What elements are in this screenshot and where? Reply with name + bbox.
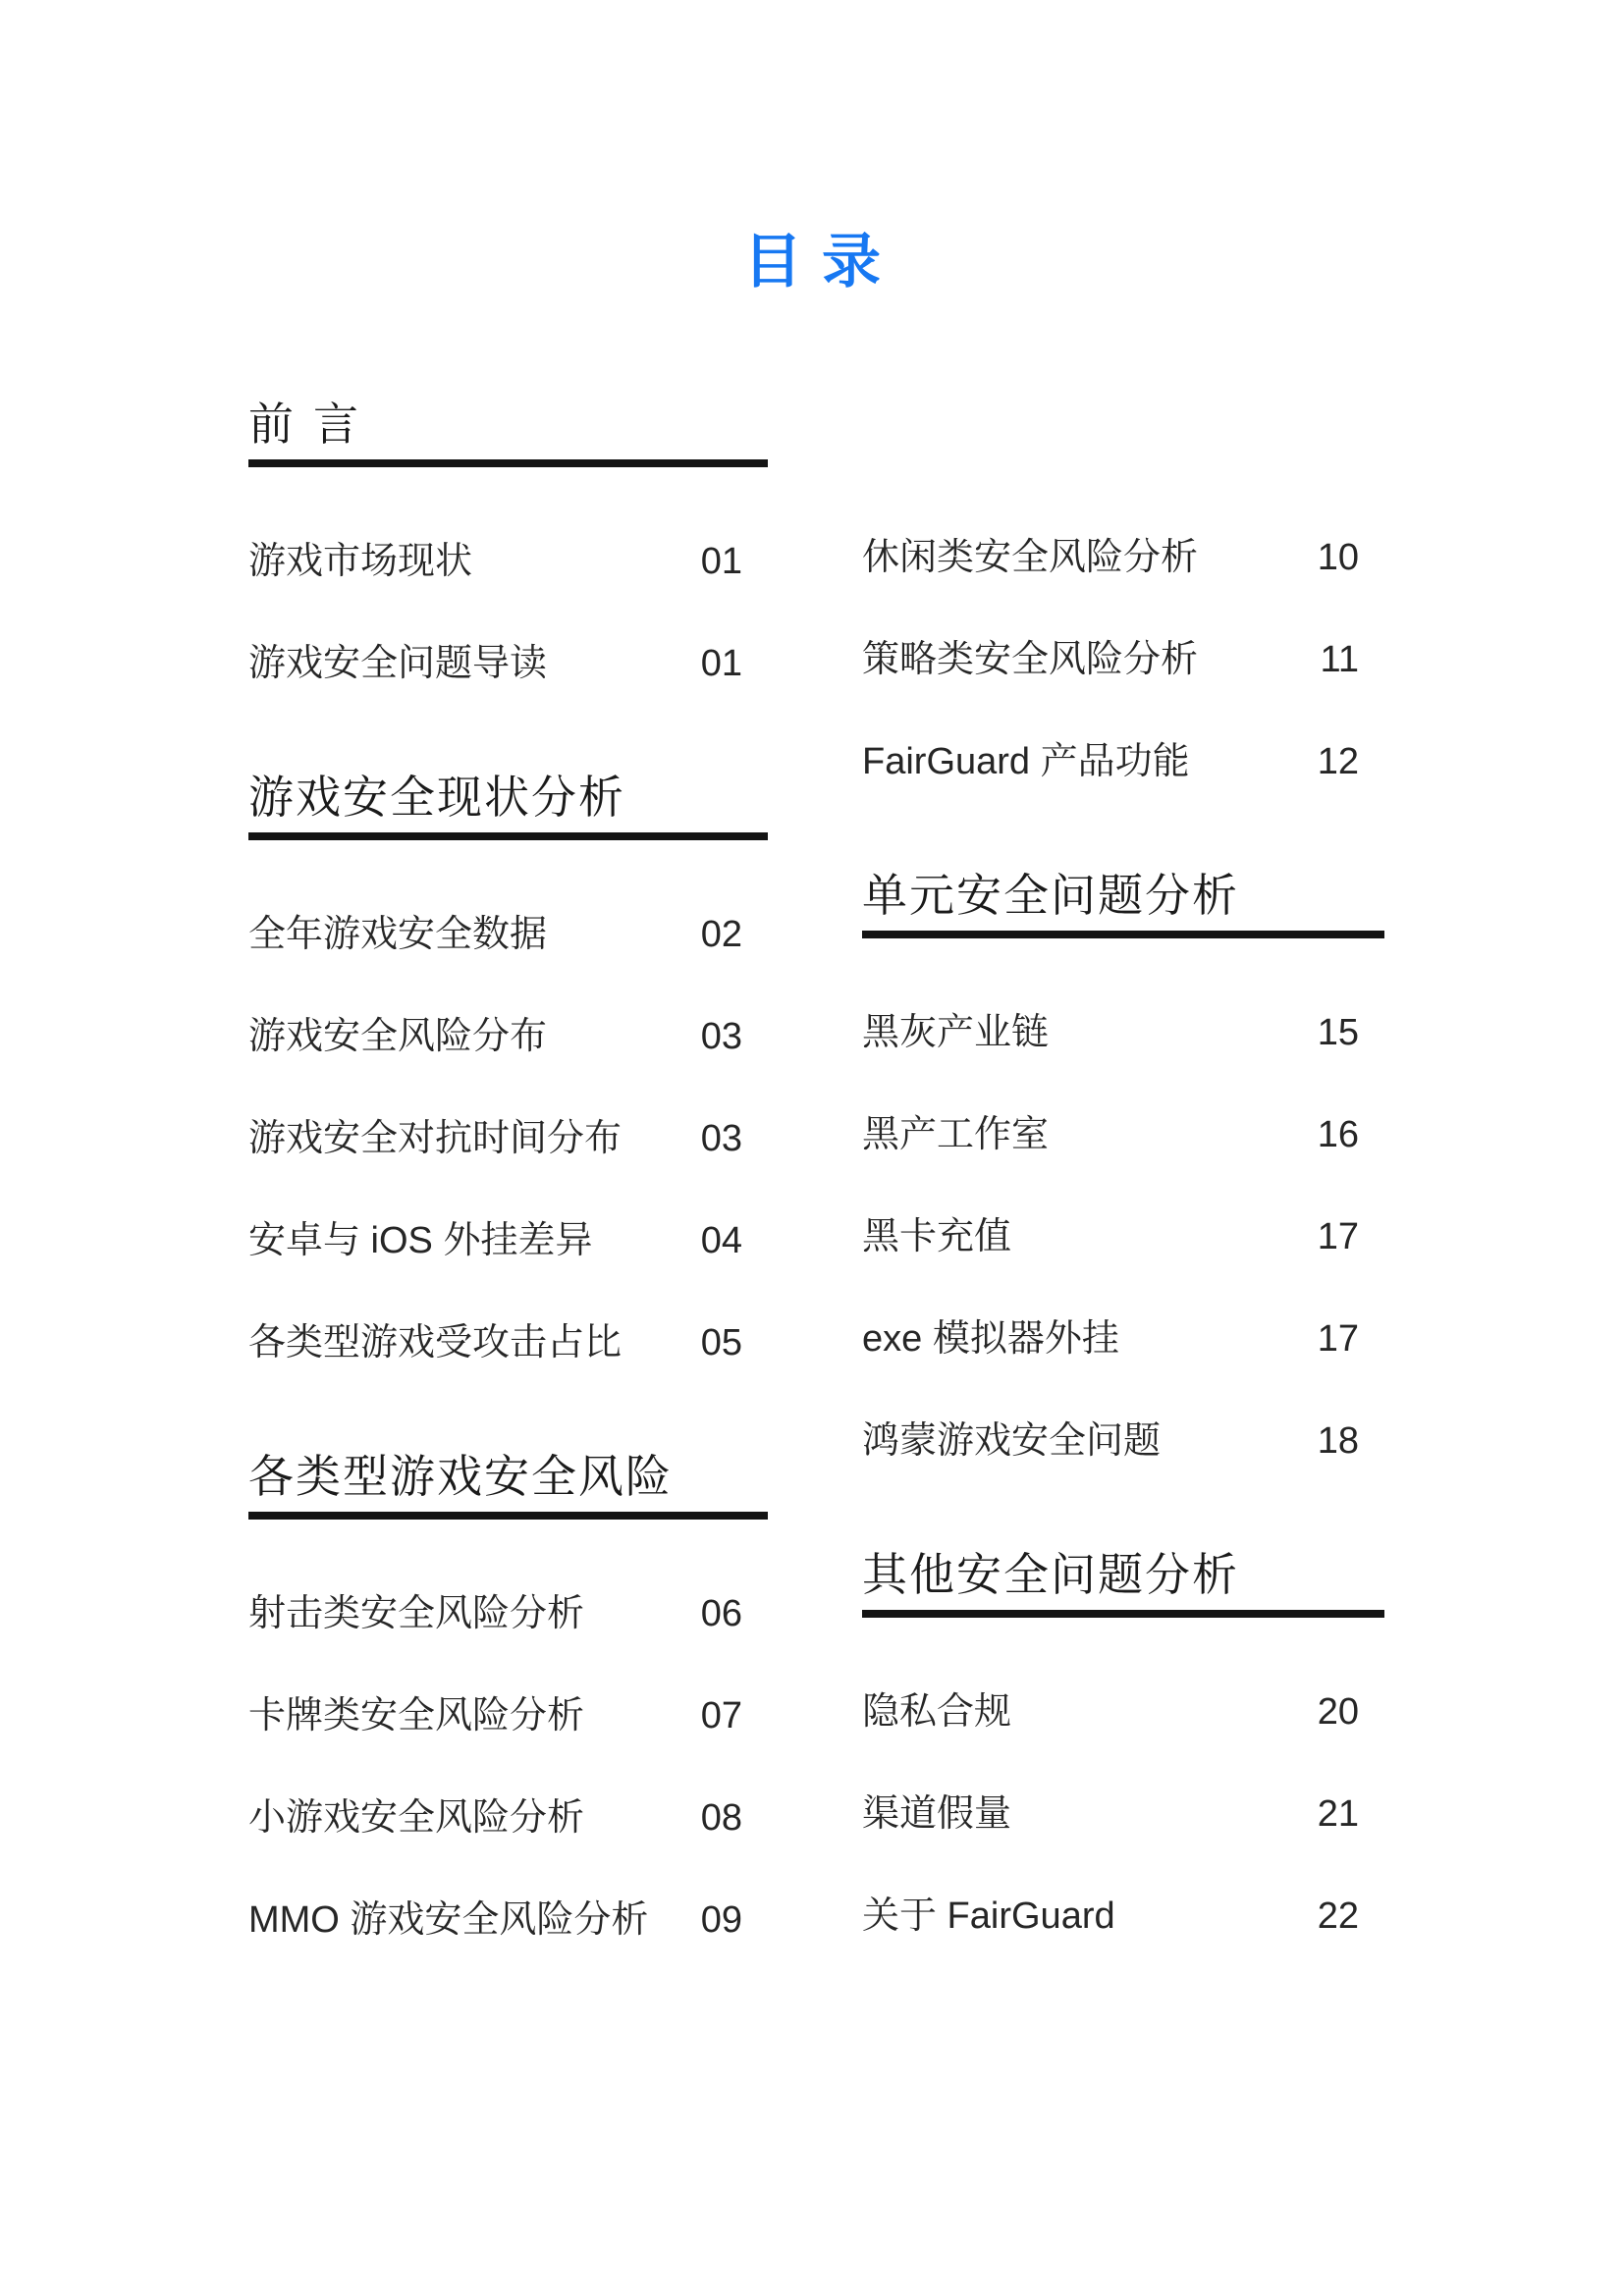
toc-entry-page: 17 — [1317, 1216, 1359, 1257]
toc-entry[interactable] — [248, 1319, 768, 1366]
toc-entry-page: 12 — [1317, 741, 1359, 782]
toc-entry-label: 休闲类安全风险分析 — [862, 537, 1199, 578]
toc-entry-label: 游戏安全风险分布 — [248, 1016, 548, 1057]
toc-entry-page: 05 — [700, 1322, 742, 1363]
toc-entry[interactable] — [862, 534, 1384, 581]
toc-entry[interactable] — [248, 1794, 768, 1842]
section-heading: 其他安全问题分析 — [862, 1548, 1384, 1618]
toc-entry-label: 游戏安全对抗时间分布 — [248, 1118, 623, 1159]
toc-entry-label: 射击类安全风险分析 — [248, 1593, 585, 1634]
toc-entry-label: 策略类安全风险分析 — [862, 639, 1199, 680]
toc-entry[interactable] — [248, 1217, 768, 1264]
toc-section-other-security — [862, 1548, 1384, 1940]
toc-section-security-status — [248, 771, 768, 1366]
toc-entry-label: MMO 游戏安全风险分析 — [248, 1899, 649, 1941]
toc-entry[interactable] — [248, 1115, 768, 1162]
toc-entry-page: 01 — [700, 541, 742, 582]
toc-entry-page: 03 — [700, 1118, 742, 1159]
toc-section-unit-security — [862, 869, 1384, 1465]
toc-entry-label: 黑灰产业链 — [862, 1012, 1050, 1053]
toc-left-column — [248, 0, 768, 1944]
toc-entry-page: 16 — [1317, 1114, 1359, 1155]
toc-entry[interactable] — [862, 1213, 1384, 1260]
toc-entry-page: 10 — [1317, 537, 1359, 578]
toc-entry[interactable] — [248, 1013, 768, 1060]
section-heading: 前言 — [248, 398, 768, 467]
toc-entry[interactable] — [862, 1111, 1384, 1158]
toc-entry-label: 关于 FairGuard — [862, 1896, 1115, 1937]
toc-entry-label: 各类型游戏受攻击占比 — [248, 1322, 623, 1363]
toc-entry-label: 黑产工作室 — [862, 1114, 1050, 1155]
toc-entry-label: exe 模拟器外挂 — [862, 1318, 1119, 1360]
toc-entry-page: 01 — [700, 643, 742, 684]
toc-entry-page: 08 — [700, 1797, 742, 1839]
toc-right-column — [862, 0, 1384, 1940]
toc-entry[interactable] — [248, 911, 768, 958]
toc-entry-page: 20 — [1317, 1691, 1359, 1733]
toc-entry[interactable] — [248, 640, 768, 687]
toc-section-game-type-risk — [248, 1450, 768, 1944]
toc-section-game-type-risk-cont — [862, 534, 1384, 785]
toc-entry[interactable] — [862, 1009, 1384, 1056]
section-heading: 各类型游戏安全风险 — [248, 1450, 768, 1520]
toc-entry-page: 07 — [700, 1695, 742, 1736]
toc-entry-label: 黑卡充值 — [862, 1216, 1012, 1257]
toc-section-preface — [248, 398, 768, 687]
toc-entry-label: 游戏安全问题导读 — [248, 643, 548, 684]
toc-entry-page: 21 — [1317, 1793, 1359, 1835]
toc-entry[interactable] — [862, 1417, 1384, 1465]
toc-entry-page: 22 — [1317, 1896, 1359, 1937]
section-heading: 游戏安全现状分析 — [248, 771, 768, 840]
toc-entry-page: 02 — [700, 914, 742, 955]
toc-entry[interactable] — [862, 1688, 1384, 1735]
toc-entry[interactable] — [862, 1893, 1384, 1940]
toc-entry-page: 18 — [1317, 1420, 1359, 1462]
toc-entry-label: 隐私合规 — [862, 1691, 1012, 1733]
toc-entry[interactable] — [248, 1896, 768, 1944]
toc-entry[interactable] — [862, 738, 1384, 785]
toc-entry-label: 鸿蒙游戏安全问题 — [862, 1420, 1162, 1462]
toc-entry-label: 卡牌类安全风险分析 — [248, 1695, 585, 1736]
toc-entry-page: 03 — [700, 1016, 742, 1057]
toc-entry[interactable] — [248, 1590, 768, 1637]
toc-entry-label: 渠道假量 — [862, 1793, 1012, 1835]
toc-entry[interactable] — [862, 636, 1384, 683]
toc-entry-label: 游戏市场现状 — [248, 541, 473, 582]
toc-entry-page: 04 — [700, 1220, 742, 1261]
toc-entry[interactable] — [248, 1692, 768, 1739]
toc-entry-label: 安卓与 iOS 外挂差异 — [248, 1220, 593, 1261]
toc-entry-label: 小游戏安全风险分析 — [248, 1797, 585, 1839]
toc-entry[interactable] — [862, 1315, 1384, 1362]
section-heading: 单元安全问题分析 — [862, 869, 1384, 938]
toc-entry[interactable] — [862, 1790, 1384, 1838]
page-title: 目录 — [743, 229, 900, 294]
toc-entry-label: 全年游戏安全数据 — [248, 914, 548, 955]
toc-entry-page: 09 — [700, 1899, 742, 1941]
toc-entry-page: 17 — [1317, 1318, 1359, 1360]
toc-entry[interactable] — [248, 538, 768, 585]
toc-entry-page: 11 — [1320, 639, 1359, 680]
toc-entry-page: 06 — [700, 1593, 742, 1634]
toc-entry-label: FairGuard 产品功能 — [862, 741, 1190, 782]
toc-entry-page: 15 — [1317, 1012, 1359, 1053]
